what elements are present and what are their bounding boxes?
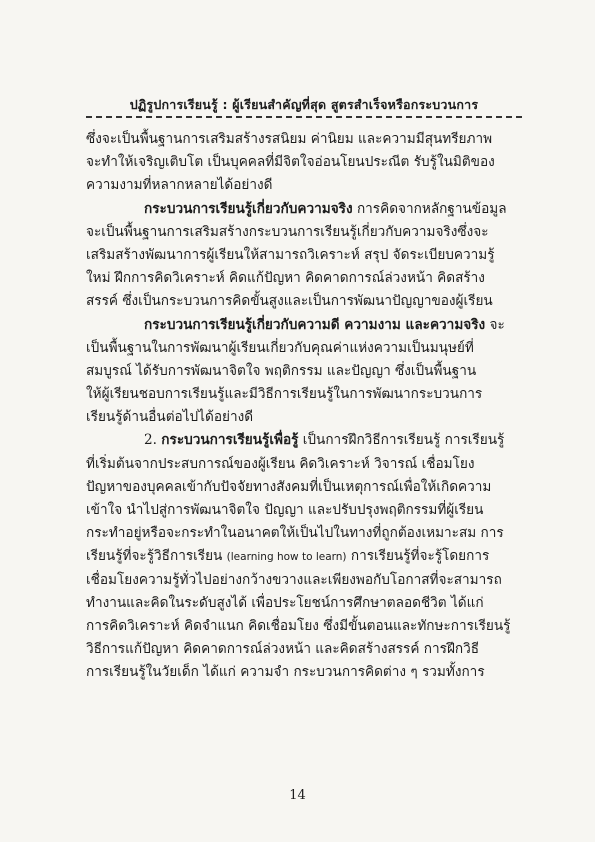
text-line: สรรค์ ซึ่งเป็นกระบวนการคิดขั้นสูงและเป็นการพัฒนาปัญญาของผู้เรียน (86, 293, 493, 310)
text-line: จะทำให้เจริญเติบโต เป็นบุคคลที่มีจิตใจอ่อนโยนประณีต รับรู้ในมิติของ (86, 154, 495, 171)
section-heading: กระบวนการเรียนรู้เกี่ยวกับความดี ความงาม และความจริง (144, 316, 486, 333)
text-line: เรียนรู้ด้านอื่นต่อไปได้อย่างดี (86, 409, 254, 426)
list-number: 2. (144, 432, 162, 449)
text-line: ทำงานและคิดในระดับสูงได้ เพื่อประโยชน์การศึกษาตลอดชีวิต ได้แก่ (86, 594, 484, 611)
text-line: ให้ผู้เรียนชอบการเรียนรู้และมีวิธีการเรียนรู้ในการพัฒนากระบวนการ (86, 386, 483, 403)
header-divider (86, 116, 522, 118)
text-line: เชื่อมโยงความรู้ทั่วไปอย่างกว้างขวางและเพียงพอกับโอกาสที่จะสามารถ (86, 571, 502, 588)
text-line: กระทำอยู่หรือจะกระทำในอนาคตให้เป็นไปในทางที่ถูกต้องเหมาะสม การ (86, 525, 504, 542)
body-text (86, 128, 522, 685)
text-line: เสริมสร้างพัฒนาการผู้เรียนให้สามารถวิเคราะห์ สรุป จัดระเบียบความรู้ (86, 246, 495, 263)
section-heading: กระบวนการเรียนรู้เกี่ยวกับความจริง (144, 200, 353, 217)
text-line: วิธีการแก้ปัญหา คิดคาดการณ์ล่วงหน้า และคิดสร้างสรรค์ การฝึกวิธี (86, 641, 480, 658)
text-line: กระบวนการเรียนรู้เกี่ยวกับความดี ความงาม และความจริง จะ (144, 316, 505, 333)
text-line: จะเป็นพื้นฐานการเสริมสร้างกระบวนการเรียนรู้เกี่ยวกับความจริงซึ่งจะ (86, 223, 489, 240)
text-line: ความงามที่หลากหลายได้อย่างดี (86, 177, 273, 194)
text-line: เข้าใจ นำไปสู่การพัฒนาจิตใจ ปัญญา และปรับปรุงพฤติกรรมที่ผู้เรียน (86, 502, 484, 518)
text-line: ที่เริ่มต้นจากประสบการณ์ของผู้เรียน คิดวิเคราะห์ วิจารณ์ เชื่อมโยง (86, 455, 475, 472)
text-line: 2. กระบวนการเรียนรู้เพื่อรู้ เป็นการฝึกวิธีการเรียนรู้ การเรียนรู้ (144, 432, 505, 449)
text-line: กระบวนการเรียนรู้เกี่ยวกับความจริง การคิดจากหลักฐานข้อมูล (144, 200, 507, 217)
page-number: 14 (289, 788, 306, 803)
text-line: เป็นพื้นฐานในการพัฒนาผู้เรียนเกี่ยวกับคุณค่าแห่งความเป็นมนุษย์ที่ (86, 339, 474, 356)
text-line: การคิดวิเคราะห์ คิดจำแนก คิดเชื่อมโยง ซึ่งมีขั้นตอนและทักษะการเรียนรู้ (86, 617, 511, 634)
english-term: (learning how to learn) (226, 551, 347, 564)
text-line: สมบูรณ์ ได้รับการพัฒนาจิตใจ พฤติกรรม และปัญญา ซึ่งเป็นพื้นฐาน (86, 362, 477, 379)
text-line: ใหม่ ฝึกการคิดวิเคราะห์ คิดแก้ปัญหา คิดคาดการณ์ล่วงหน้า คิดสร้าง (86, 270, 485, 287)
section-heading: กระบวนการเรียนรู้เพื่อรู้ (161, 432, 299, 449)
text-line: ซึ่งจะเป็นพื้นฐานการเสริมสร้างรสนิยม ค่านิยม และความมีสุนทรียภาพ (86, 131, 493, 147)
running-header: ปฏิรูปการเรียนรู้ : ผู้เรียนสำคัญที่สุด สูตรสำเร็จหรือกระบวนการ (129, 97, 479, 112)
text-line: เรียนรู้ที่จะรู้วิธีการเรียน (learning how to learn) การเรียนรู้ที่จะรู้โดยการ (86, 548, 490, 565)
text-line: การเรียนรู้ในวัยเด็ก ได้แก่ ความจำ กระบวนการคิดต่าง ๆ รวมทั้งการ (86, 664, 485, 681)
text-line: ปัญหาของบุคคลเข้ากับปัจจัยทางสังคมที่เป็นเหตุการณ์เพื่อให้เกิดความ (86, 478, 492, 495)
